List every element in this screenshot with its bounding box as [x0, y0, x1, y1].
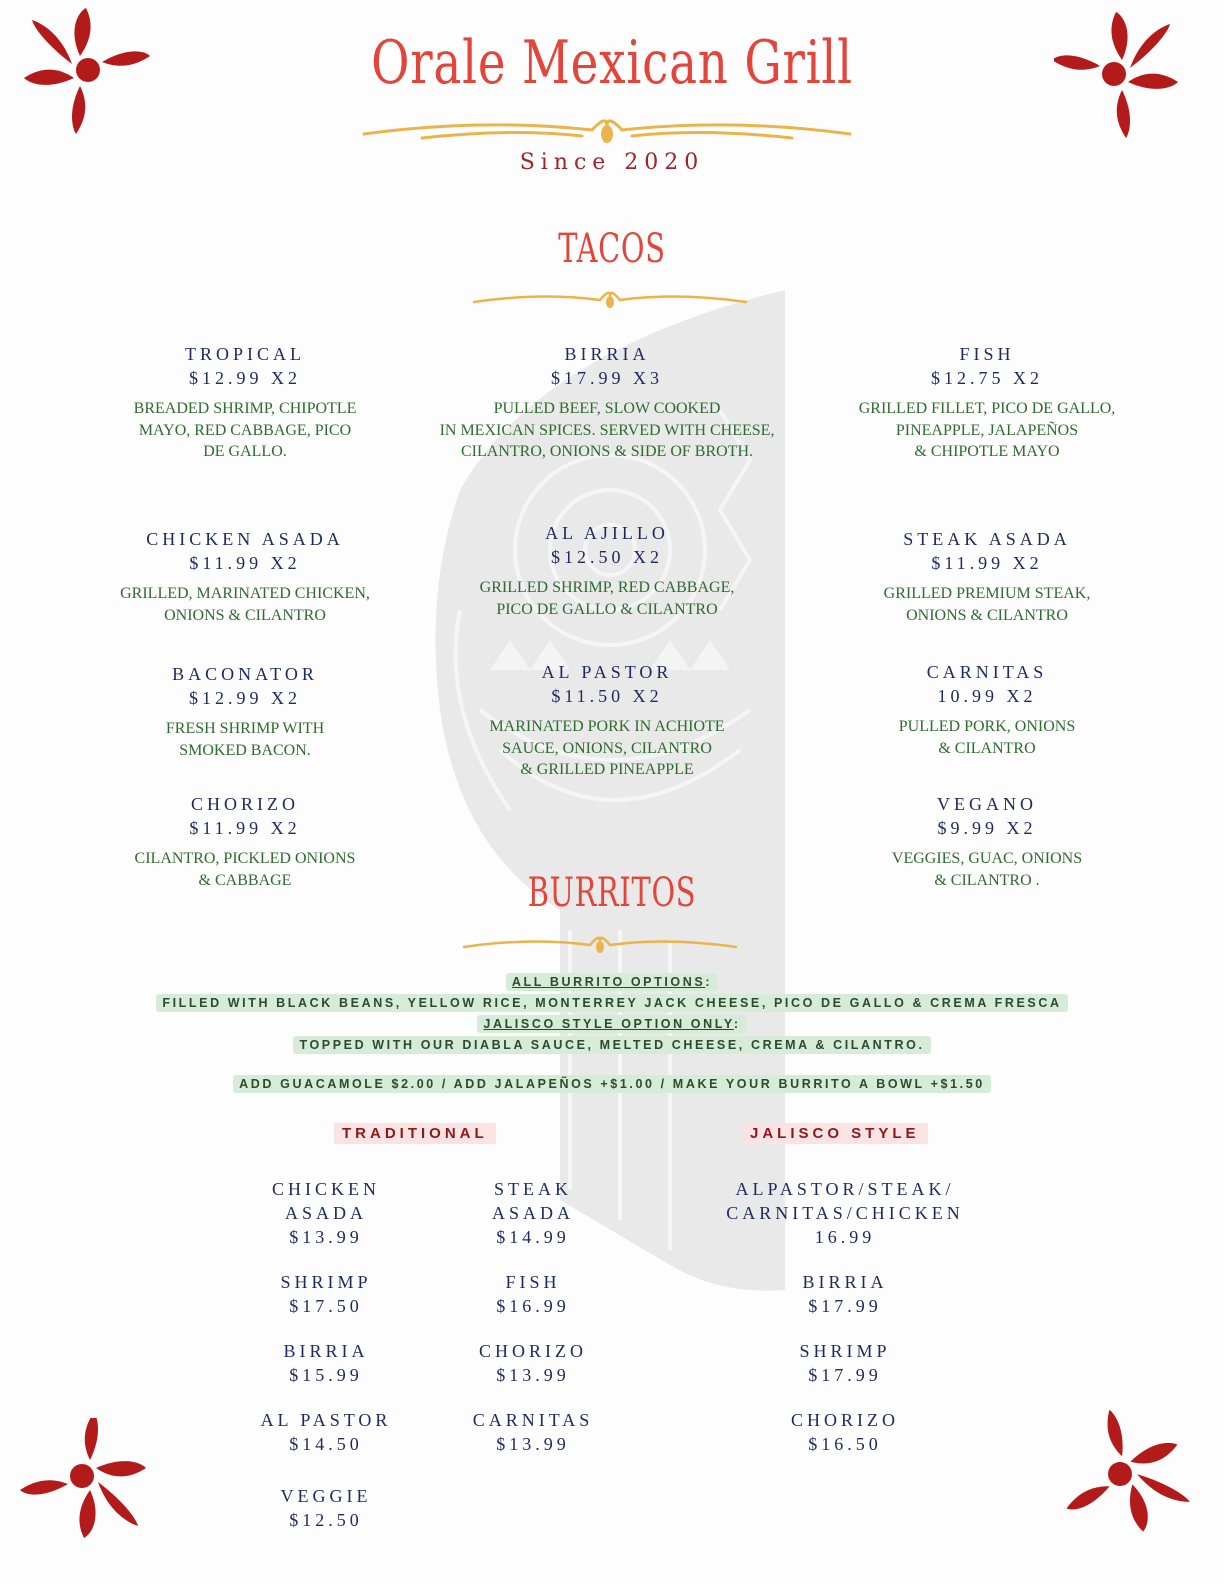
- addons-line: [0, 1077, 1224, 1091]
- taco-item: [807, 660, 1167, 759]
- burrito-name: VEGGIE: [280, 1486, 372, 1506]
- taco-price: $11.99 X2: [931, 553, 1043, 573]
- taco-desc: VEGGIES, GUAC, ONIONS & CILANTRO .: [891, 850, 1083, 889]
- burrito-price: $14.99: [496, 1227, 570, 1247]
- jalisco-text: TOPPED WITH OUR DIABLA SAUCE, MELTED CHEESE, CREMA & CILANTRO.: [293, 1036, 930, 1054]
- taco-item: [427, 521, 787, 620]
- jalisco-line: [0, 1038, 1224, 1052]
- burrito-item: [393, 1339, 673, 1387]
- burrito-item: [705, 1408, 985, 1456]
- burrito-name: BIRRIA: [802, 1272, 888, 1292]
- taco-price: $17.99 X3: [551, 368, 663, 388]
- taco-name: TROPICAL: [184, 344, 305, 364]
- all-options-text: FILLED WITH BLACK BEANS, YELLOW RICE, MONTERREY JACK CHEESE, PICO DE GALLO & CREMA FRESCA: [156, 994, 1067, 1012]
- taco-name: FISH: [959, 344, 1015, 364]
- burrito-name: SHRIMP: [799, 1341, 891, 1361]
- burritos-title: BURRITOS: [527, 870, 697, 916]
- burrito-name: ALPASTOR/STEAK/ CARNITAS/CHICKEN: [726, 1179, 964, 1223]
- burrito-name: SHRIMP: [280, 1272, 372, 1292]
- burrito-name: AL PASTOR: [260, 1410, 392, 1430]
- taco-desc: BREADED SHRIMP, CHIPOTLE MAYO, RED CABBAGE, PICO DE GALLO.: [133, 400, 357, 460]
- taco-price: $12.99 X2: [189, 688, 301, 708]
- all-options-line: [0, 996, 1224, 1010]
- burrito-price: $13.99: [289, 1227, 363, 1247]
- tacos-title: TACOS: [558, 226, 666, 272]
- all-options-heading: ALL BURRITO OPTIONS:: [0, 975, 1224, 989]
- burrito-item: [393, 1408, 673, 1456]
- taco-item: [807, 342, 1167, 463]
- taco-desc: GRILLED PREMIUM STEAK, ONIONS & CILANTRO: [883, 585, 1091, 624]
- taco-name: CHICKEN ASADA: [146, 529, 344, 549]
- burrito-item: [705, 1339, 985, 1387]
- jalisco-style-label: JALISCO STYLE: [742, 1123, 928, 1144]
- taco-name: CHORIZO: [191, 794, 299, 814]
- taco-item: [65, 662, 425, 761]
- burrito-price: $13.99: [496, 1434, 570, 1454]
- taco-price: $12.75 X2: [931, 368, 1043, 388]
- flower-icon-bottom-right: [1060, 1410, 1200, 1540]
- burrito-price: $16.99: [496, 1296, 570, 1316]
- burrito-name: CHORIZO: [479, 1341, 587, 1361]
- taco-price: $11.99 X2: [189, 818, 301, 838]
- burritos-divider-flourish: [462, 933, 738, 957]
- taco-name: AL PASTOR: [541, 662, 673, 682]
- taco-name: CARNITAS: [926, 662, 1048, 682]
- burrito-price: $16.50: [808, 1434, 882, 1454]
- taco-desc: GRILLED SHRIMP, RED CABBAGE, PICO DE GALLO & CILANTRO: [479, 579, 735, 618]
- flower-icon-bottom-left: [10, 1418, 150, 1548]
- burrito-item: [705, 1270, 985, 1318]
- burrito-price: $17.99: [808, 1296, 882, 1316]
- taco-desc: PULLED BEEF, SLOW COOKED IN MEXICAN SPICES. SERVED WITH CHEESE, CILANTRO, ONIONS & SIDE OF BROTH.: [439, 400, 775, 460]
- burrito-item: [705, 1177, 985, 1249]
- taco-price: $12.99 X2: [189, 368, 301, 388]
- burrito-price: $17.99: [808, 1365, 882, 1385]
- burrito-name: STEAK ASADA: [491, 1179, 574, 1223]
- burrito-name: CHICKEN ASADA: [272, 1179, 380, 1223]
- taco-item: [427, 660, 787, 781]
- all-options-label: ALL BURRITO OPTIONS: [511, 975, 706, 989]
- taco-name: AL AJILLO: [545, 523, 669, 543]
- flower-icon-top-left: [10, 8, 150, 138]
- burrito-price: $12.50: [289, 1510, 363, 1530]
- burrito-name: BIRRIA: [283, 1341, 369, 1361]
- tacos-divider-flourish: [472, 288, 748, 312]
- taco-price: $9.99 X2: [937, 818, 1037, 838]
- taco-name: BACONATOR: [172, 664, 318, 684]
- taco-item: [65, 527, 425, 626]
- taco-name: VEGANO: [937, 794, 1037, 814]
- taco-desc: PULLED PORK, ONIONS & CILANTRO: [898, 718, 1076, 757]
- restaurant-name: Orale Mexican Grill: [371, 28, 853, 98]
- burrito-item: [186, 1484, 466, 1532]
- taco-price: 10.99 X2: [937, 686, 1037, 706]
- since-tagline: Since 2020: [519, 150, 705, 175]
- burrito-item: [393, 1177, 673, 1249]
- burrito-price: $13.99: [496, 1365, 570, 1385]
- jalisco-style-heading: [742, 1125, 928, 1143]
- taco-item: [807, 527, 1167, 626]
- burrito-item: [393, 1270, 673, 1318]
- burrito-name: CHORIZO: [791, 1410, 899, 1430]
- taco-price: $11.50 X2: [551, 686, 663, 706]
- jalisco-heading: JALISCO STYLE OPTION ONLY:: [0, 1017, 1224, 1031]
- taco-name: STEAK ASADA: [903, 529, 1071, 549]
- jalisco-label: JALISCO STYLE OPTION ONLY: [483, 1017, 734, 1031]
- taco-item: [427, 342, 787, 463]
- header-divider-flourish: [362, 112, 852, 148]
- taco-desc: FRESH SHRIMP WITH SMOKED BACON.: [165, 720, 325, 759]
- traditional-label: TRADITIONAL: [334, 1123, 496, 1144]
- taco-desc: CILANTRO, PICKLED ONIONS & CABBAGE: [134, 850, 356, 889]
- taco-desc: GRILLED, MARINATED CHICKEN, ONIONS & CILANTRO: [120, 585, 370, 624]
- taco-price: $12.50 X2: [551, 547, 663, 567]
- burrito-price: $14.50: [289, 1434, 363, 1454]
- burrito-price: $17.50: [289, 1296, 363, 1316]
- taco-item: [65, 342, 425, 463]
- taco-name: BIRRIA: [564, 344, 650, 364]
- traditional-heading: [334, 1125, 496, 1143]
- taco-price: $11.99 X2: [189, 553, 301, 573]
- burrito-name: CARNITAS: [472, 1410, 594, 1430]
- addons-text: ADD GUACAMOLE $2.00 / ADD JALAPEÑOS +$1.00 / MAKE YOUR BURRITO A BOWL +$1.50: [233, 1075, 991, 1093]
- taco-desc: GRILLED FILLET, PICO DE GALLO, PINEAPPLE, JALAPEÑOS & CHIPOTLE MAYO: [858, 400, 1116, 460]
- burrito-price: $15.99: [289, 1365, 363, 1385]
- burrito-name: FISH: [505, 1272, 561, 1292]
- burrito-price: 16.99: [814, 1227, 876, 1247]
- taco-desc: MARINATED PORK IN ACHIOTE SAUCE, ONIONS, CILANTRO & GRILLED PINEAPPLE: [489, 718, 725, 778]
